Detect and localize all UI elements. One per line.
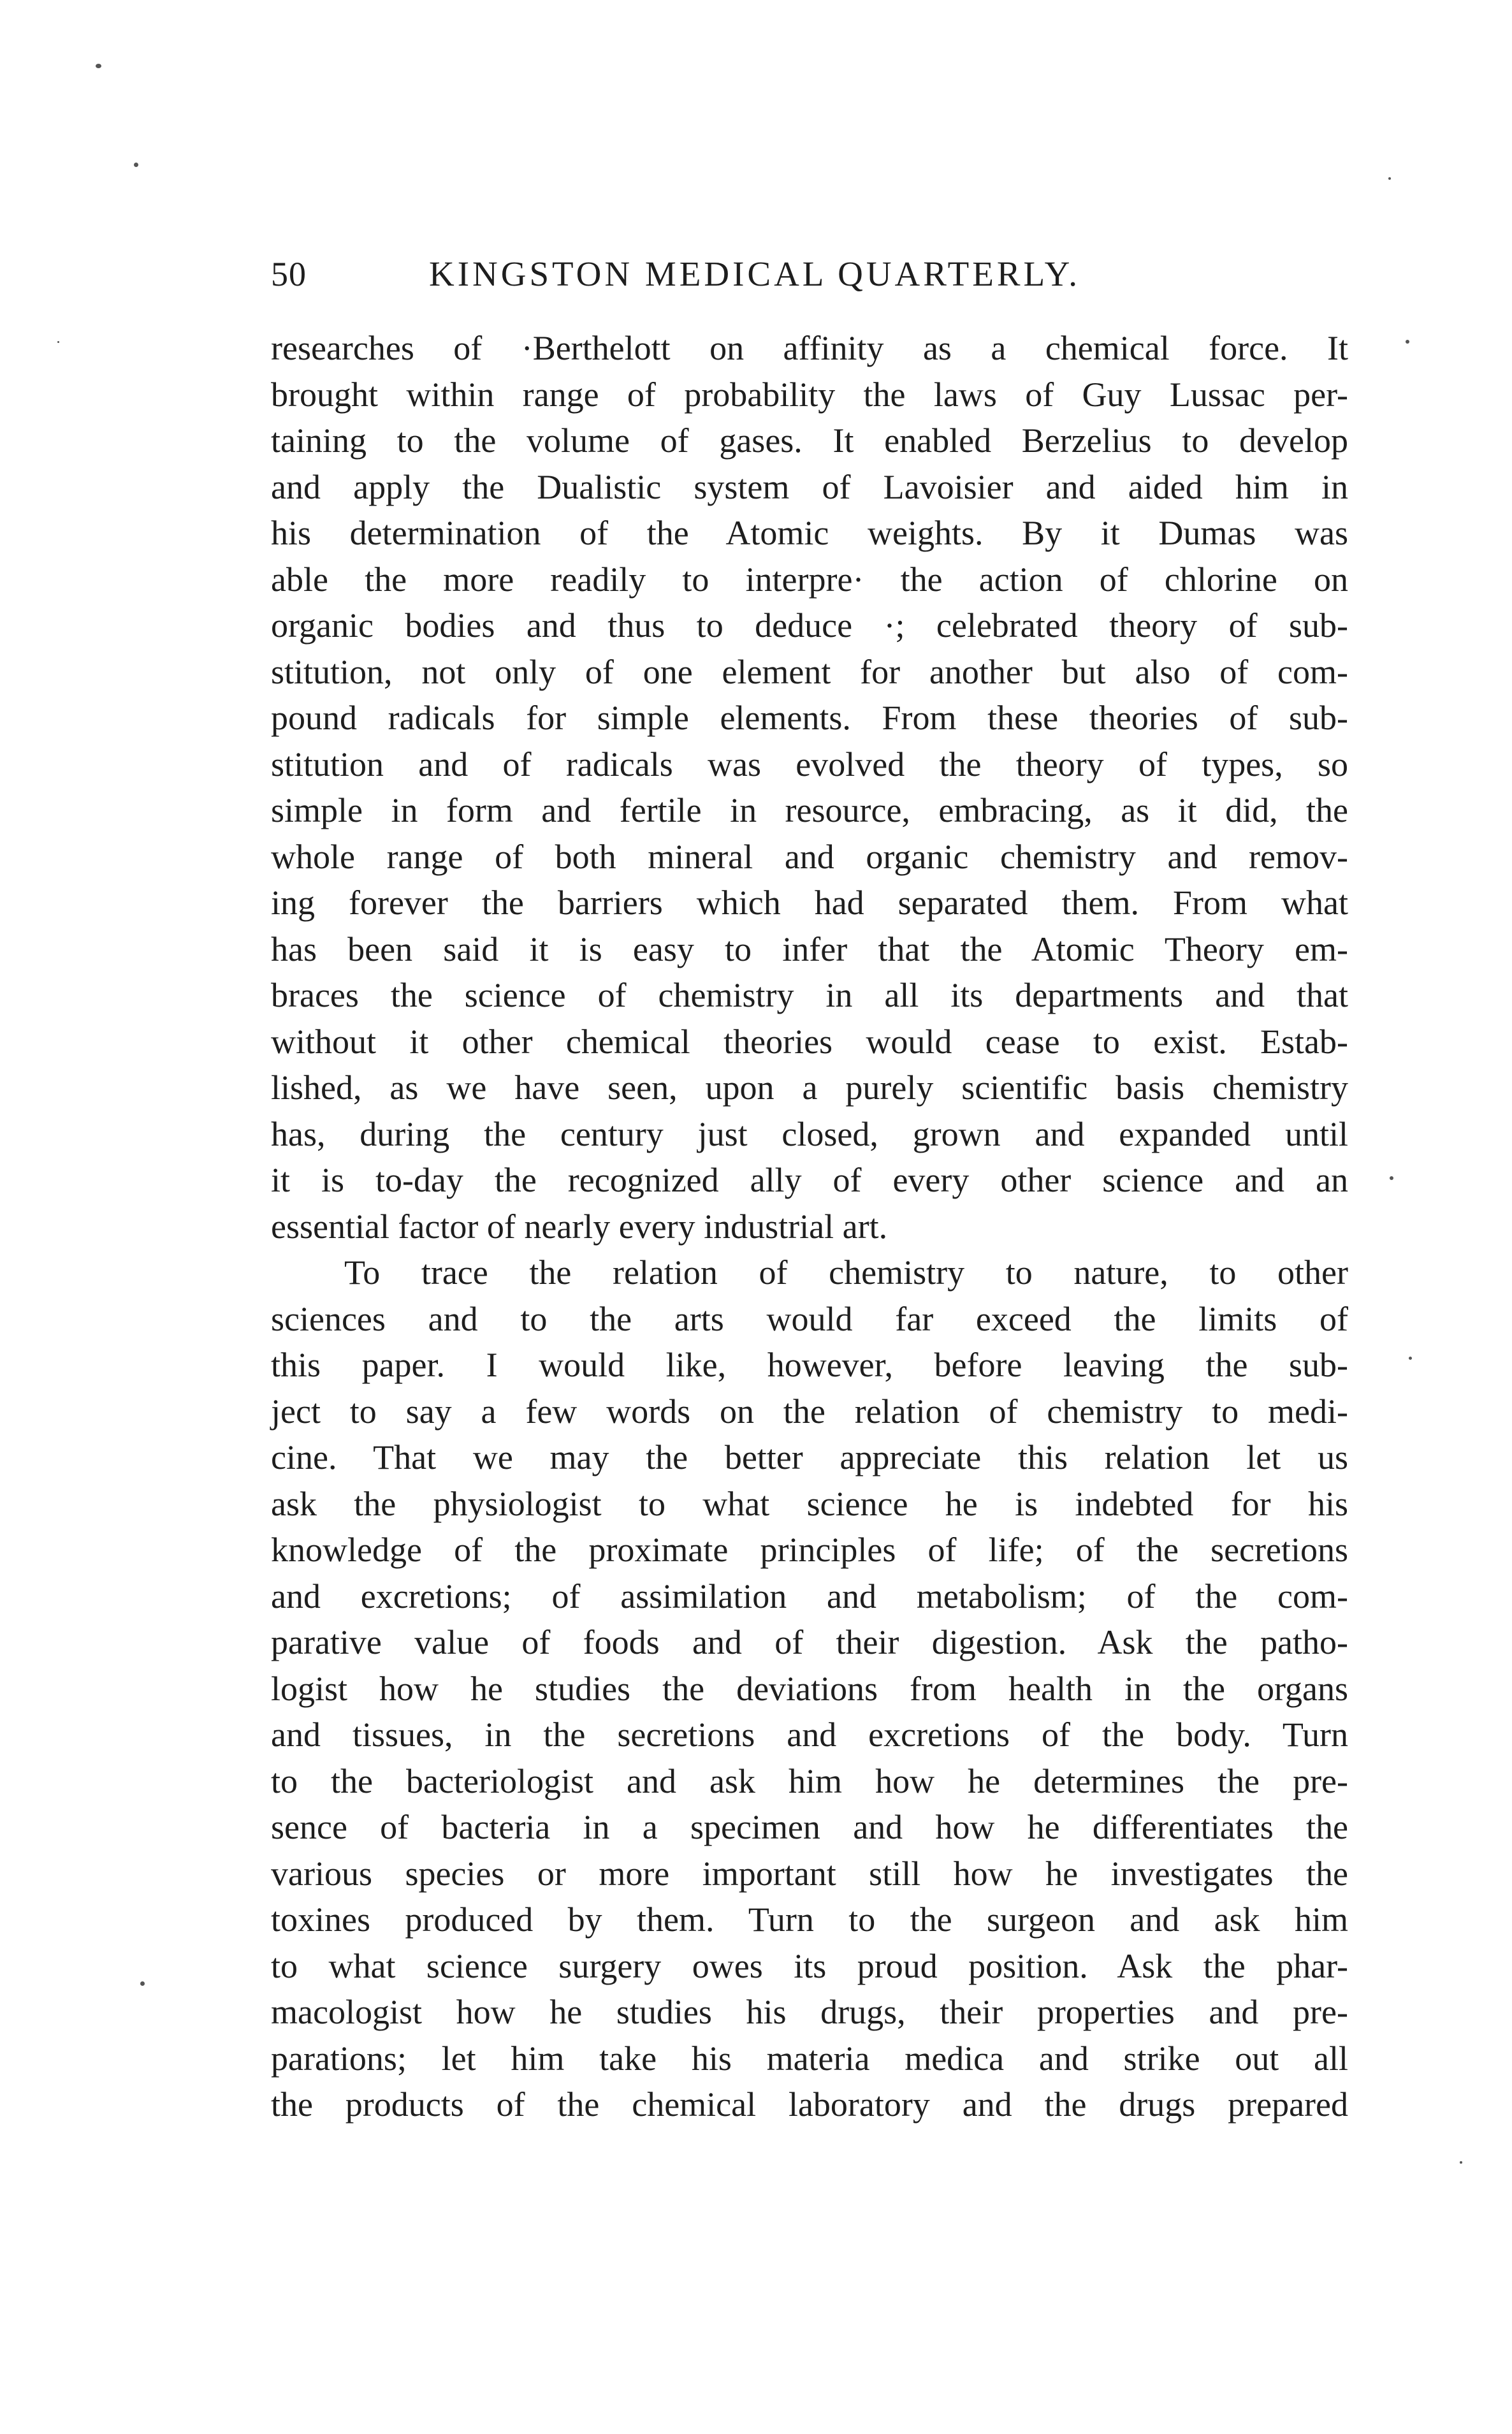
text-line: ject to say a few words on the relation of chemistry to medi- [271, 1392, 1348, 1431]
text-line: researches of ·Berthelott on affinity as a chemical force. It [271, 329, 1348, 367]
text-line: braces the science of chemistry in all its departments and that [271, 976, 1348, 1014]
text-line: cine. That we may the better appreciate this relation let us [271, 1438, 1348, 1476]
text-line: sciences and to the arts would far exceed the limits of [271, 1299, 1348, 1338]
text-line: his determination of the Atomic weights. By it Dumas was [271, 514, 1348, 552]
text-line: stitution, not only of one element for another but also of com- [271, 652, 1348, 691]
text-line: various species or more important still how he investigates the [271, 1854, 1348, 1893]
text-line: able the more readily to interpre· the action of chlorine on [271, 560, 1348, 599]
text-line: stitution and of radicals was evolved the theory of types, so [271, 745, 1348, 783]
text-line: this paper. I would like, however, before leaving the sub- [271, 1346, 1348, 1384]
text-line: whole range of both mineral and organic chemistry and remov- [271, 837, 1348, 876]
text-line: macologist how he studies his drugs, their properties and pre- [271, 1993, 1348, 2031]
text-line: the products of the chemical laboratory and the drugs prepared [271, 2085, 1348, 2124]
scan-speck [1409, 1357, 1412, 1360]
text-line: brought within range of probability the laws of Guy Lussac per- [271, 375, 1348, 414]
running-head [271, 245, 1348, 303]
scan-speck [1388, 177, 1391, 180]
text-line: and tissues, in the secretions and excretions of the body. Turn [271, 1716, 1348, 1754]
text-line: ask the physiologist to what science he is indebted for his [271, 1484, 1348, 1523]
text-line: toxines produced by them. Turn to the surgeon and ask him [271, 1900, 1348, 1939]
text-line: it is to-day the recognized ally of every other science and an [271, 1161, 1348, 1199]
text-line: lished, as we have seen, upon a purely scientific basis chemistry [271, 1068, 1348, 1107]
text-line: sence of bacteria in a specimen and how he differentiates the [271, 1808, 1348, 1846]
text-line: and excretions; of assimilation and metabolism; of the com- [271, 1577, 1348, 1615]
text-line: parations; let him take his materia medica and strike out all [271, 2039, 1348, 2078]
scan-speck [57, 341, 59, 343]
journal-title: KINGSTON MEDICAL QUARTERLY. [429, 254, 1080, 293]
text-line: essential factor of nearly every industrial art. [271, 1207, 888, 1246]
scan-speck [134, 163, 138, 167]
scan-speck [1460, 2161, 1462, 2164]
scan-speck [140, 1981, 145, 1986]
scan-speck [1390, 1176, 1393, 1180]
text-line: pound radicals for simple elements. From these theories of sub- [271, 699, 1348, 737]
text-line: to the bacteriologist and ask him how he determines the pre- [271, 1761, 1348, 1800]
text-line: and apply the Dualistic system of Lavoisier and aided him in [271, 467, 1348, 506]
text-line: organic bodies and thus to deduce ·; celebrated theory of sub- [271, 606, 1348, 645]
text-line: ing forever the barriers which had separated them. From what [271, 884, 1348, 922]
paragraph-2 [271, 1250, 1348, 2128]
page-number: 50 [271, 255, 307, 293]
text-line: has been said it is easy to infer that the Atomic Theory em- [271, 929, 1348, 968]
text-line: without it other chemical theories would cease to exist. Estab- [271, 1022, 1348, 1061]
text-line: to what science surgery owes its proud position. Ask the phar- [271, 1946, 1348, 1985]
text-line: has, during the century just closed, grown and expanded until [271, 1114, 1348, 1153]
scan-speck [96, 64, 101, 68]
text-line: logist how he studies the deviations from health in the organs [271, 1669, 1348, 1708]
text-line: To trace the relation of chemistry to nature, to other [344, 1253, 1348, 1292]
text-line: taining to the volume of gases. It enabled Berzelius to develop [271, 421, 1348, 460]
body-text [271, 325, 1348, 2128]
text-line: simple in form and fertile in resource, embracing, as it did, the [271, 791, 1348, 829]
paragraph-1 [271, 325, 1348, 1250]
scan-speck [1406, 340, 1409, 344]
text-line: knowledge of the proximate principles of life; of the secretions [271, 1531, 1348, 1569]
text-line: parative value of foods and of their digestion. Ask the patho- [271, 1623, 1348, 1661]
